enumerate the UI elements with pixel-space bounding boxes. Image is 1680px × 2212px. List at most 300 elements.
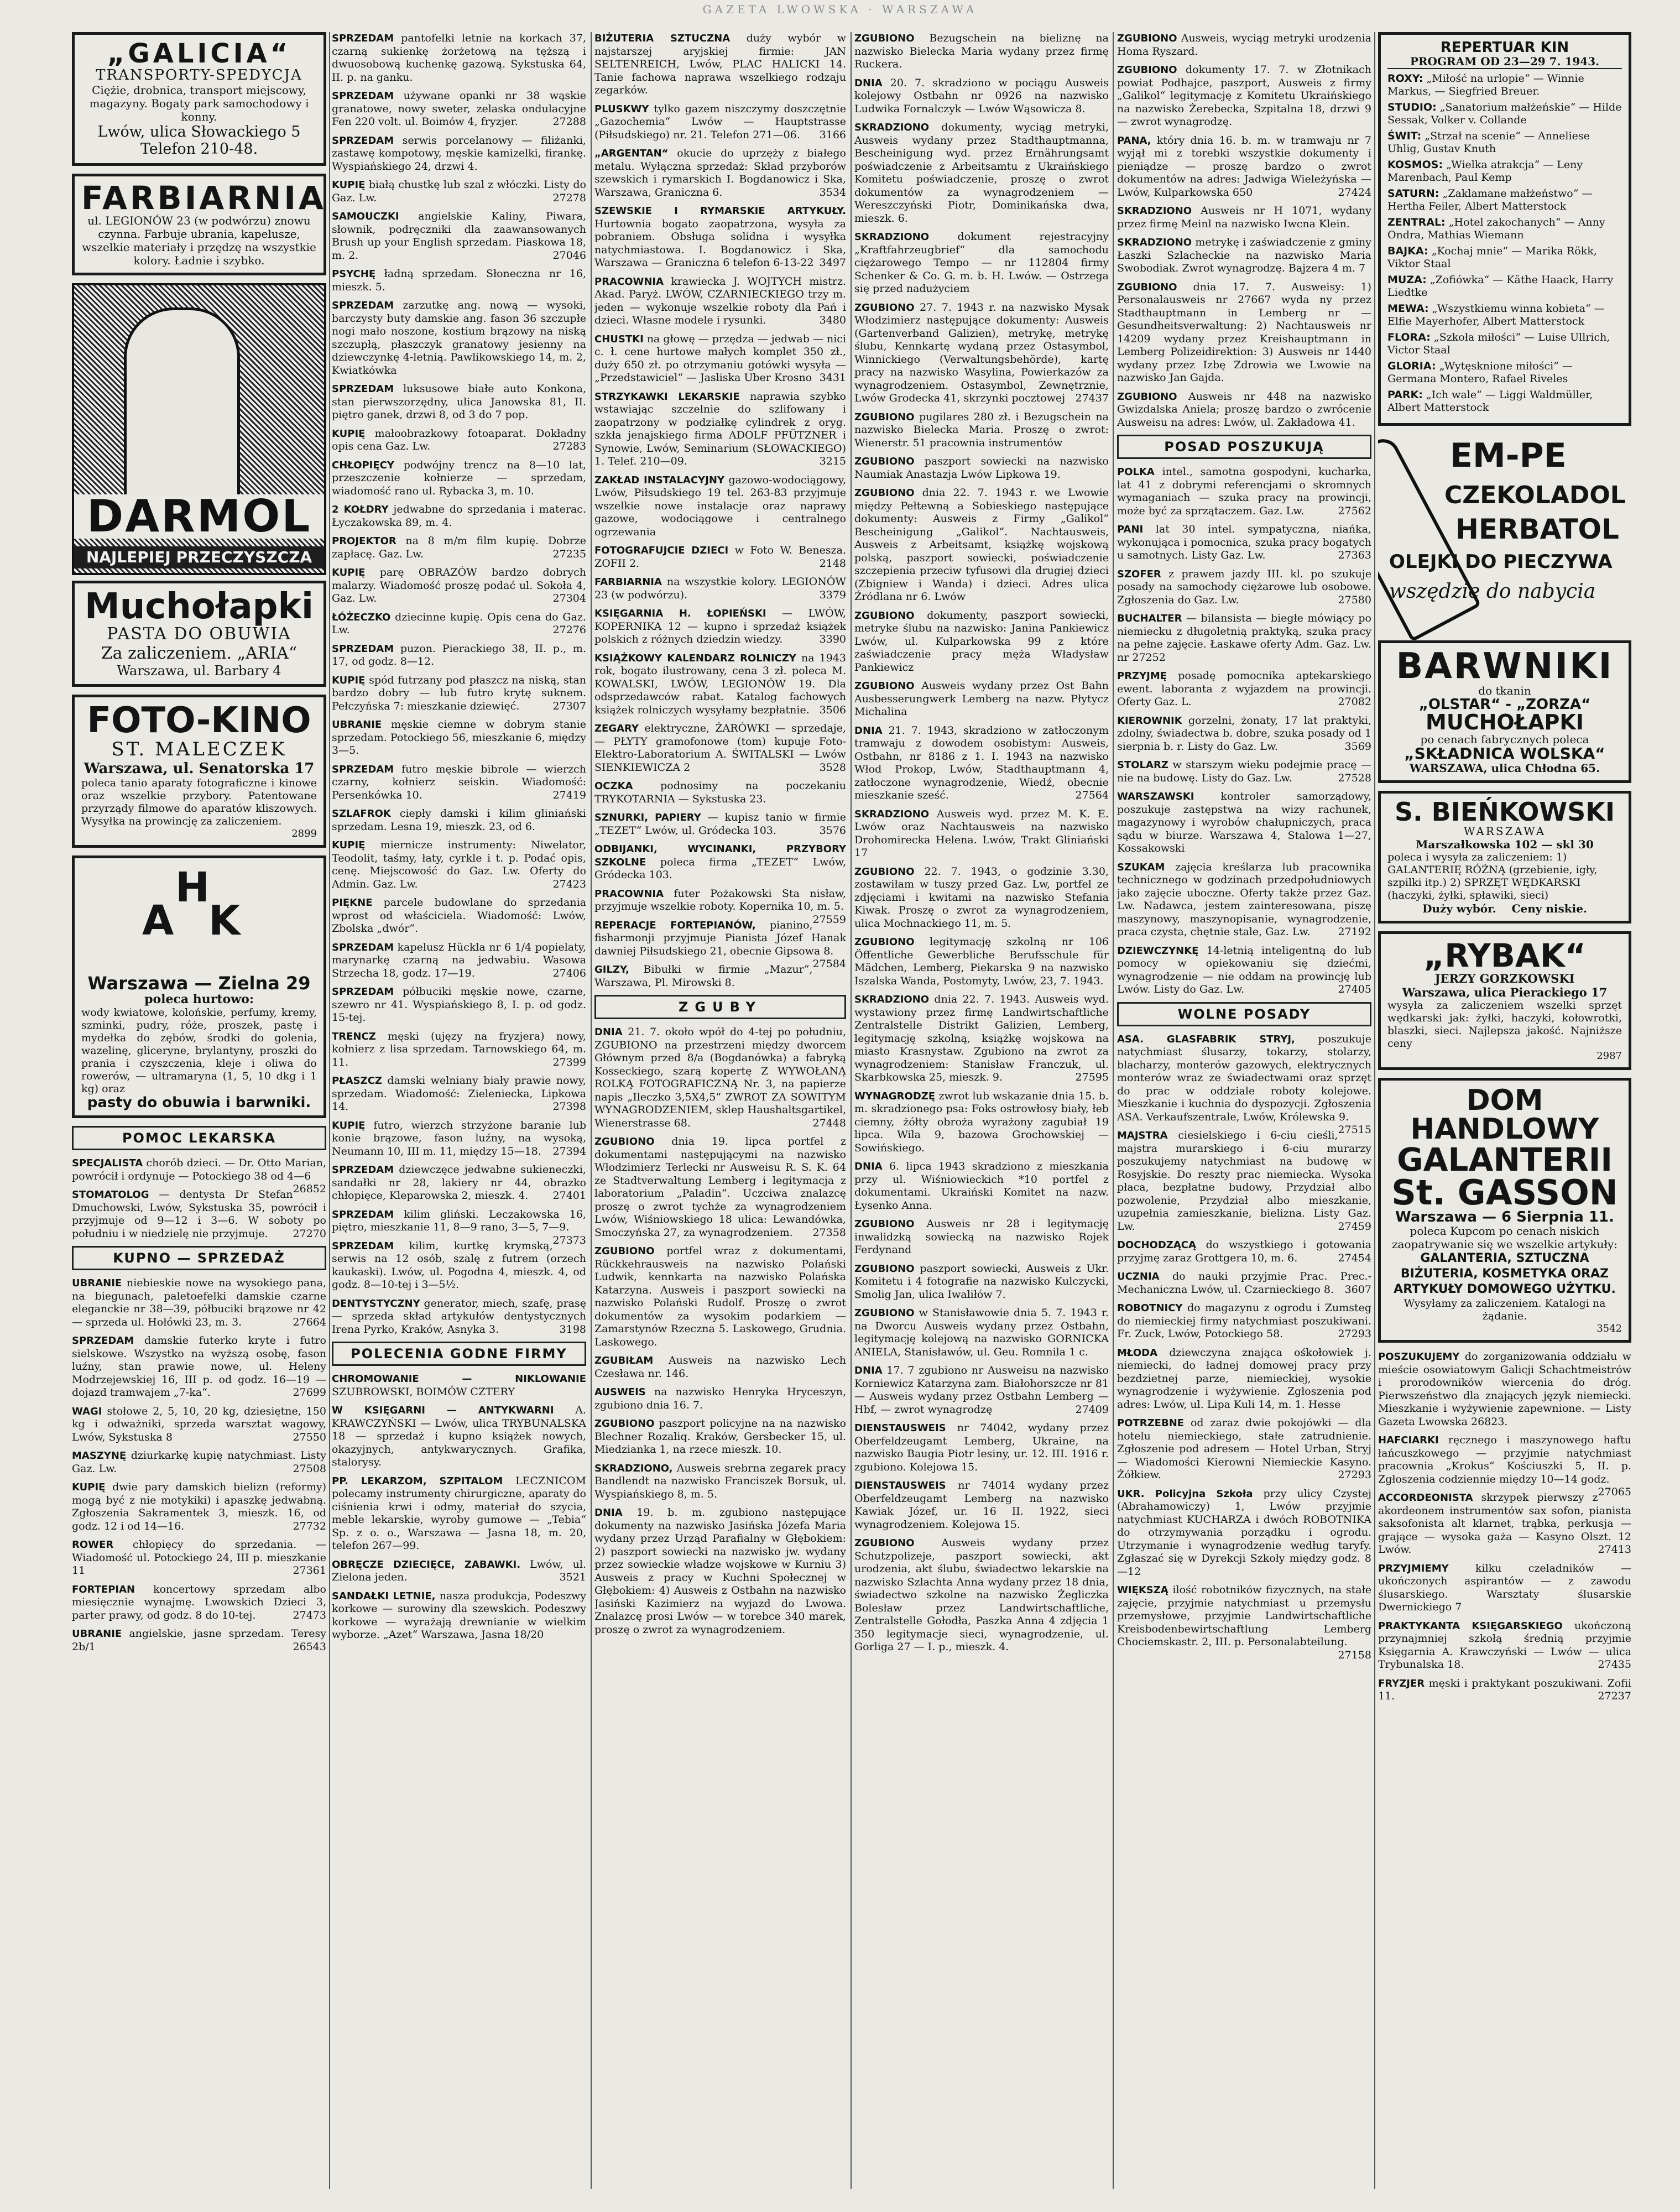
classified-number: 27399 [552,1056,586,1068]
classified-text: na wszystkie kolory. LEGIONÓW 23 (w podwórzu). [594,576,846,601]
classified-ad [594,275,846,327]
ad-line: OLEJKI DO PIECZYWA [1389,551,1613,573]
classified-headword: SPRZEDAM [72,1335,134,1347]
classified-headword: UCZNIA [1117,1271,1160,1282]
classified-headword: KUPIĘ [332,674,366,686]
classified-headword: WYNAGRODZĘ [854,1090,936,1102]
classified-text: z prawem jazdy III. kl. po szukuje posady na samochody ciężarowe lub osobowe. Zgłoszenia do Gaz. Lw. [1117,567,1371,606]
classified-text: dwie pary damskich bielizn (reformy) mogą być z nie motykiki) i apaszkę jedwabną. Zgłoszenia Sakramentek 3, mieszk. 16, od godz. 12 i od 14—16. [72,1481,326,1532]
ad-address: Warszawa, ul. Barbary 4 [117,663,281,679]
classified-ad [332,179,586,205]
classified-ad [854,1364,1109,1416]
classified-text: koncertowy sprzedam albo miesięcznie wynajmę. Lwowskich Dzieci 3, parter prawy, od godz. 8 do 10-tej. [72,1583,326,1621]
classified-headword: PLUSKWY [594,103,649,115]
classified-text: tylko gazem niszczymy doszczętnie „Gazochemia“ Lwów — Hauptstrasse (Piłsudskiego) nr. 21. Telefon 271—06. [594,102,846,141]
repertoire-row [1387,130,1622,155]
repertoire-row [1387,331,1622,357]
classified-text: męski (ujęzy na fryzjera) nowy, kołnierz z lisa sprzedam. Tarnowskiego 64, m. 11. [332,1030,586,1068]
cinema-name: ZENTRAL: [1387,216,1446,228]
classified-headword: ZGUBIONO [854,936,915,948]
classified-ad [332,763,586,802]
ad-text: poleca tanio aparaty fotograficzne i kinowe oraz wszelkie przybory. Patentowane przyrządy filmowe do aparatów kliszowych. Wysyłka na prowincję za zaliczeniem. [81,777,317,827]
classified-text: męski i praktykant poszukiwani. Zofii 11. [1378,1677,1631,1702]
classified-number: 27158 [1338,1648,1371,1661]
column-1 [72,32,326,2189]
classified-ad [72,1334,326,1400]
classified-headword: OBRĘCZE DZIECIĘCE, ZABAWKI. [332,1558,521,1571]
classified-text: stołowe 2, 5, 10, 20 kg, dziesiętne, 150 kg i odważniki, sprzeda warsztat wagowy, Lwów, Sykstuska 8 [72,1405,326,1443]
classified-headword: KUPIĘ [332,427,366,440]
classified-headword: ZGUBIONO [854,33,915,44]
classified-text: futer Pożakowski Sta nisław, przyjmuje wszelkie roboty. Kopernika 10, m. 5. [594,887,846,912]
classified-ad [1117,1270,1371,1296]
repertoire-program: PROGRAM OD 23—29 7. 1943. [1387,55,1622,69]
classified-text: w Stanisławowie dnia 5. 7. 1943 r. na Dworcu Ausweis wydany przez Ostbahn, legitymację kolejową na nazwisko GORNICKA ANIELA, Stanisławów, ul. Geu. Romnila 1 c. [854,1307,1109,1358]
cinema-name: KOSMOS: [1387,159,1443,171]
classified-text: dziurkarkę kupię natychmiast. Listy Gaz. Lw. [72,1449,326,1475]
classified-headword: FARBIARNIA [594,576,662,588]
classified-ad [854,1479,1109,1531]
ad-gasson [1378,1078,1631,1343]
classified-number: 27559 [812,913,846,926]
classified-ad [332,459,586,498]
ad-address: Warszawa — 6 Sierpnia 11. [1395,1209,1614,1225]
classified-ad [332,268,586,294]
classified-headword: KSIĘGARNIA H. ŁOPIEŃSKI [594,608,766,619]
classified-ad [594,1506,846,1636]
ad-fotokino [72,695,326,848]
classified-ad [594,544,846,570]
classified-headword: WAGI [72,1405,102,1417]
classified-text: ciepły damski i kilim gliniański sprzedam. Lesna 19, mieszk. 23, od 6. [332,807,586,833]
ad-bienkowski [1378,791,1631,924]
column-2 [332,32,586,2189]
classified-headword: ŁÓŻECZKO [332,611,391,623]
repertoire-row [1387,389,1622,414]
ad-subtitle: TRANSPORTY-SPEDYCJA [96,67,302,84]
classified-text: dziewczyna znająca ośkołowiek j. niemiecki, do ładnej domowej pracy przy bezdzietnej parze, niemieckiej, wysokie wynagrodzenie i wyżywienie. Zgłoszenia pod adres: Lwów, ul. Lipa Kuli 14, m. 1. Hesse [1117,1346,1371,1411]
column-4 [854,32,1109,2189]
classified-text: męskie ciemne w dobrym stanie sprzedam. Potockiego 56, mieszkanie 6, między 3—5. [332,718,586,757]
classified-ad [854,32,1109,71]
classified-headword: SPRZEDAM [332,986,394,998]
classified-text: kilku czeladników — ukończonych aspirantów — z zawodu ślusarskiego. Warsztaty ślusarskie Dwernickiego 7 [1378,1562,1631,1613]
classified-headword: 2 KOŁDRY [332,504,389,515]
classified-text: duży wybór w najstarszej aryjskiej firmie: JAN SELTENREICH, Lwów, PLAC HALICKI 14. Tanie fachowa naprawa wszelkiego rodzaju zegarków. [594,32,846,96]
classified-headword: SPRZEDAM [332,1164,394,1176]
repertoire-row [1387,360,1622,385]
classified-headword: KUPIĘ [332,1119,366,1131]
classified-headword: ZGUBIONO [854,865,915,878]
section-heading: POMOC LEKARSKA [72,1126,326,1150]
classified-number: 27584 [812,958,846,970]
classified-ad [72,1481,326,1533]
classified-number: 27699 [293,1386,326,1399]
classified-headword: BUCHALTER [1117,613,1182,624]
classified-list [332,1373,586,1642]
classified-text: białą chustkę lub szal z włóczki. Listy do Gaz. Lw. [332,179,586,204]
classified-text: Ausweis srebrna zegarek pracy Bandlendt na nazwisko Franciszek Borsuk, ul. Wyspiańskiego 8, m. 5. [594,1462,846,1500]
classified-ad [1378,1677,1631,1703]
classified-ad [332,1164,586,1203]
classified-ad [332,839,586,891]
classified-text: spód futrzany pod płaszcz na niską, stan bardzo dobry — lub futro krytę suknem. Pełczyńska 7: mieszkanie dziewięć. [332,674,586,712]
classified-text: paszport sowiecki na nazwisko Naumiak Anastazja Lwów Lipkowa 19. [854,455,1109,481]
section-heading: POLECENIA GODNE FIRMY [332,1342,586,1366]
classified-number: 27293 [1338,1469,1371,1481]
classified-headword: KUPIĘ [332,839,366,851]
section-heading: KUPNO — SPRZEDAŻ [72,1246,326,1270]
classified-headword: DIENSTAUSWEIS [854,1422,946,1434]
classified-ad [332,674,586,713]
ad-line: HERBATOL [1455,513,1619,545]
classified-ad [332,718,586,758]
ad-address: Lwów, ulica Słowackiego 5 [97,123,301,140]
ad-subtitle: do tkanin [1478,684,1531,697]
classified-ad [854,1090,1109,1155]
classified-headword: DNIA [854,77,883,89]
classified-text: posadę pomocnika aptekarskiego ewent. laboranta z wyjazdem na prowincji. Oferty Gaz. L. [1117,670,1371,708]
ad-line: GALANTERII [1397,1141,1613,1178]
classified-headword: ZGUBIONO [594,1418,655,1430]
classified-headword: SAMOUCZKI [332,211,399,222]
cinema-name: GLORIA: [1387,360,1436,372]
classified-number: 3198 [559,1323,586,1335]
classified-text: naprawia szybko wstawiając szczelnie do szlifowany i zaopatrzony w podziałkę cylindrek z oryg. szkła jenajskiego firma ADOLF PFÜTZNER i Synowie, Lwów, Seminarium (SŁOWACKIEGO) 1. Telef. 210—09. [594,390,846,467]
ad-number: 3542 [1596,1323,1622,1334]
classified-headword: UKR. Policyjna Szkoła [1117,1488,1253,1500]
ad-name: JERZY GORZKOWSKI [1434,972,1575,985]
classified-ad [854,724,1109,802]
classified-number: 3379 [819,588,846,601]
ad-address: Marszałkowska 102 — skl 30 [1416,838,1594,851]
classified-headword: DNIA [854,1161,883,1172]
page-header-strip: GAZETA LWOWSKA · WARSZAWA [702,3,978,16]
classified-headword: PANI [1117,524,1144,535]
classified-headword: ZGUBIONO [854,1218,915,1230]
ad-line: CZEKOLADOL [1444,481,1626,509]
ad-empe [1378,434,1631,633]
film-info: „Miłość na urlopie“ — Winnie Markus, — Siegfried Breuer. [1387,72,1584,97]
classified-number: 27358 [812,1226,846,1239]
classified-number: 27580 [1338,593,1371,606]
classified-headword: ZGUBIONO [854,487,915,499]
classified-text: Ausweis wyd. przez M. K. E. Lwów oraz Nachtausweis na nazwisko Drohomirecka Helena. Lwów, Trakt Gliniański 17 [854,807,1109,859]
classified-headword: REPERACJE FORTEPIANÓW, [594,919,756,931]
repertoire-row [1387,187,1622,213]
classified-ad [594,333,846,385]
classified-ad [332,611,586,637]
classified-headword: UBRANIE [332,719,382,731]
classified-ad [594,205,846,270]
classified-ad [854,487,1109,604]
ad-items: GALANTERIA, SZTUCZNA BIŻUTERIA, KOSMETYKA ORAZ ARTYKUŁY DOMOWEGO UŻYTKU. [1394,1251,1616,1296]
classified-number: 27406 [552,967,586,979]
classified-text: do wszystkiego i gotowania przyjmę zaraz Grottgera 10, m. 6. [1117,1239,1371,1264]
classified-headword: ACCORDEONISTA [1378,1492,1473,1504]
classified-ad [594,780,846,806]
ad-subtitle: PASTA DO OBUWIA [107,624,291,644]
classified-headword: ZGUBIONO [1117,33,1177,44]
classified-text: zarzutkę ang. nową — wysoki, barczysty buty damskie ang. fason 36 szczupłe nogi mało noszone, kostium brązowy na niską szczupłą, płaszczyk granatowy jesienny na dziewczynkę 4-letnią. Pawlikowskiego 14, m. 2, Kwiatkówka [332,299,586,377]
classified-text: serwis porcelanowy — filiżanki, zastawę kompotowy, męskie kamizelki, firankę. Wyspiańskiego 24, drzwi 4. [332,134,586,173]
classified-text: Ausweis na nazwisko Lech Czesława nr. 146. [594,1354,846,1380]
classified-ad [72,1277,326,1329]
classified-ad [332,383,586,422]
classified-ad [1117,568,1371,607]
ad-text: po cenach fabrycznych poleca [1420,733,1589,746]
classified-text: — dentysta Dr Stefan Dmuchowski, Lwów, Sykstuska 35, powrócił i przyjmuje od 9—12 i 3—6. W soboty po południu i w niedzielę nie przyjmuje. [72,1188,326,1240]
ad-address: WARSZAWA, ulica Chłodna 65. [1409,761,1600,775]
classified-ad [1117,759,1371,785]
classified-headword: ROWER [72,1539,114,1551]
ad-text: ul. LEGIONÓW 23 (w podwórzu) znowu czynna. Farbuje ubrania, kapelusze, wszelkie materiały i przędzę na wszystkie kolory. Ładnie i szybko. [82,214,316,267]
ad-barwniki [1378,640,1631,783]
ad-number: 2899 [291,828,317,839]
cinema-name: BAJKA: [1387,245,1428,257]
hak-letter: H [175,864,210,911]
classified-headword: SKRADZIONO [854,122,930,133]
classified-ad [1117,861,1371,939]
classified-headword: SKRADZIONO [854,808,930,820]
classified-ad [332,1558,586,1584]
classified-headword: UBRANIE [72,1628,122,1640]
classified-ad [1117,1417,1371,1482]
classified-number: 27459 [1338,1220,1371,1233]
classified-ad [854,993,1109,1084]
classified-text: niebieskie nowe na wysokiego pana, na biegunach, paletoefelki damskie czarne eleganckie nr 38—39, półbuciki brązowe nr 42 — sprzeda ul. Hołówki 23, m. 3. [72,1277,326,1328]
cinema-repertoire [1378,32,1631,426]
ad-rybak [1378,931,1631,1070]
classified-ad [332,941,586,980]
classified-number: 27562 [1338,504,1371,517]
cinema-name: ROXY: [1387,72,1423,85]
classified-ad [1117,32,1371,58]
ad-tail: Duży wybór. Ceny niskie. [1422,902,1587,915]
classified-headword: TRENCZ [332,1030,376,1042]
classified-headword: CHUSTKI [594,333,644,345]
classified-text: zajęcia kreślarza lub pracownika technicznego w godzinach przedpołudniowych jako zajęcie uboczne. Oferty także przez Gaz. Lw. Nadawca, jestem zainteresowana, piszę maszynowy, maszynopisanie, wynagrodzenie, praca czysta, chętnie stale, Gaz. Lw. [1117,860,1371,938]
classified-headword: SKRADZIONO [854,994,930,1005]
classified-ad [332,210,586,262]
classified-headword: SPRZEDAM [332,383,394,395]
classified-headword: DNIA [854,1365,883,1376]
classified-number: 27270 [293,1227,326,1240]
classified-text: podnosimy na poczekaniu TRYKOTARNIA — Sykstuska 23. [594,780,846,805]
classified-text: w Foto W. Benesza. ZOFII 2. [594,544,846,570]
classified-number: 27304 [552,592,586,604]
film-info: „Hotel zakochanych“ — Anny Ondra, Mathias Wiemann [1387,216,1605,241]
film-info: „Zofiówka“ — Käthe Haack, Harry Liedtke [1387,274,1614,299]
classified-ad [332,427,586,453]
classified-text: 21. 7. 1943, skradziono w zatłoczonym tramwaju z dowodem osobistym: Ausweis, Ostbahn, nr 8186 z 1. I. 1943 na nazwisko Włod Prokop, Lwów, Stadthauptmann 4, zatłoczone wynagrodzenie, Wiedź, obecnie mieszkanie sześć. [854,724,1109,801]
classified-headword: SKRADZIONO [854,231,930,243]
classified-number: 26852 [293,1183,326,1195]
classified-headword: SZOFER [1117,568,1161,580]
classified-headword: ZAKŁAD INSTALACYJNY [594,474,725,486]
classified-number: 3497 [819,257,846,269]
classified-ad [1117,523,1371,562]
classified-number: 27065 [1598,1486,1631,1498]
film-info: „Sanatorium małżeńskie“ — Hilde Sessak, Volker v. Collande [1387,101,1622,126]
classified-headword: KUPIĘ [332,567,366,578]
classified-ad [1117,612,1371,664]
classified-text: zwrot lub wskazanie dnia 15. b. m. skradzionego psa: Foks ostrowłosy biały, łeb ciemny, żółty obroża wyrażony zagubiał 19 lipca. Wila 9, bazowa Grochowskiej — Sowińskiego. [854,1089,1109,1154]
classified-text: chorób dzieci. — Dr. Otto Marian, powrócił i ordynuje — Potockiego 38 od 4—6 [72,1157,326,1182]
repertoire-row [1387,159,1622,184]
cinema-name: MEWA: [1387,302,1429,315]
classified-headword: SPRZEDAM [332,941,394,953]
classified-ad [1117,1239,1371,1265]
classified-ad [332,1297,586,1337]
classified-ad [1117,281,1371,385]
classified-headword: HAFCIARKI [1378,1434,1439,1446]
classified-headword: SZEWSKIE I RYMARSKIE ARTYKUŁY. [594,205,846,217]
classified-ad [72,1405,326,1444]
classified-headword: SZLAFROK [332,808,391,820]
cinema-name: MUZA: [1387,274,1427,286]
classified-text: dnia 22. 7. 1943. Ausweis wyd. wystawiony przez firmę Landwirtschaftliche Zentralstelle Distrikt Galizien, Lemberg, legitymację szkolną, książkę wojskowa na miasto Krasnystaw. Zgubiono na zwrot za wynagrodzeniem: Stanisław Franczuk, ul. Skarbkowska 25, mieszk. 9. [854,993,1109,1083]
classified-ad [594,576,846,602]
classified-text: futro, wierzch strzyżone baranie lub konie brązowe, fason luźny, na wysoką, Neumann 10, III m. 11, między 15—18. [332,1119,586,1157]
classified-ad [1117,64,1371,129]
classified-number: 27409 [1075,1403,1109,1416]
classified-text: do zorganizowania oddziału w mieście osowiatowym Galicji Schachtmeistrów i prorodowników wiercenia do dróg. Pierwszeństwo dla znających język niemiecki. Mieszkanie i wyżywienie zapewnione. — Listy Gazeta Lwowska 26823. [1378,1350,1631,1428]
classified-text: A. KRAWCZYŃSKI — Lwów, ulica TRYBUNALSKA 18 — sprzedaż i kupno książek nowych, okazyjnych, antykwarycznych. Grafika, stalorysy. [332,1404,586,1468]
classified-text: półbuciki męskie nowe, czarne, szewro nr 41. Wyspiańskiego 8, I. p. od godz. 15-tej. [332,985,586,1024]
classified-headword: SANDAŁKI LETNIE, [332,1590,436,1602]
section-heading: ZGUBY [594,995,846,1019]
ad-name: ST. MALECZEK [111,738,287,760]
classified-headword: PP. LEKARZOM, SZPITALOM [332,1475,503,1487]
ad-hak [72,855,326,1118]
classified-number: 27664 [293,1316,326,1328]
classified-text: na 1943 rok, bogato ilustrowany, cena 3 zł. poleca M. KOWALSKI, LWÓW, LEGIONÓW 19. Dla odsprzedawców rabat. Katalog fachowych książek rolniczych wysyłamy bezpłatnie. [594,651,846,716]
classified-headword: DOCHODZĄCĄ [1117,1239,1196,1251]
classified-text: kilim gliński. Leczakowska 16, piętro, mieszkanie 11, 8—9 rano, 3—5, 7—9. [332,1208,586,1233]
classified-number: 3576 [819,824,846,837]
ad-title: „RYBAK“ [1423,937,1586,974]
classified-text: Hurtownia bogato zaopatrzona, wysyła za pobraniem. Obsługa solidna i wysyłka natychmiastowa. I. Bogdanowicz i Ska, Warszawa — Graniczna 6 telefon 6-13-22 [594,217,846,269]
classified-headword: AUSWEIS [594,1386,646,1398]
classified-ad [1117,945,1371,997]
classified-text: pianino, fisharmonji przyjmuje Pianista Józef Hanak dawniej Piłsudskiego 21, obecnie Gipsowa 8. [594,919,846,957]
film-info: „Kochaj mnie“ — Marika Rökk, Viktor Staal [1387,245,1597,270]
classified-number: 3480 [819,314,846,326]
classified-ad [332,299,586,377]
classified-text: damski welniany biały prawie nowy, sprzedam. Wiadomość: Zieleniecka, Lipkowa 14. [332,1074,586,1113]
classified-headword: WIĘKSZĄ [1117,1584,1168,1596]
classified-ad [332,1404,586,1469]
ad-title: S. BIEŃKOWSKI [1394,797,1615,827]
ad-address: Warszawa — Zielna 29 [87,973,311,994]
classified-ad [594,1026,846,1130]
classified-text: 27. 7. 1943 r. na nazwisko Mysak Włodzimierz następujące dokumenty: Ausweis (Gartenverband Galizien), metrykę, metrykę ślubu, Kennkartę wydaną przez Ostasymbol, Winnickiego (Verwaltungsbehörde), kartę pracy na nazwisko Wasylina, Powierkazów za wynagrodzeniem. Ostasymbol, Zewnętrznie, Lwów Grodecka 41, skrzynki pocztowej [854,301,1109,404]
classified-headword: W KSIĘGARNI — ANTYKWARNI [332,1405,554,1416]
classified-text: damskie futerko kryte i futro sielskowe. Wszystko na wyższą osobę, fason luźny, stan prawie nowe, ul. Heleny Modrzejewskiej 16, III p. od godz. 16—19 — dojazd tramwajem „7-ka“. [72,1334,326,1399]
classified-ad [594,1462,846,1501]
classified-ad [332,896,586,936]
classified-number: 3431 [819,372,846,384]
classified-number: 3390 [819,633,846,645]
cinema-name: SATURN: [1387,187,1439,200]
classified-text: na 8 m/m film kupię. Dobrze zapłacę. Gaz. Lw. [332,535,586,560]
classified-headword: SPRZEDAM [332,134,394,147]
classified-headword: OCZKA [594,780,633,792]
classified-ad [594,147,846,199]
classified-number: 3534 [819,186,846,199]
classified-number: 3607 [1344,1283,1371,1296]
classified-number: 27564 [1075,789,1109,801]
classified-text: paszport policyjne na na nazwisko Blechner Rozaliq. Kraków, Gersbecker 15, ul. Miedzianka 1, na rzece mieszk. 10. [594,1417,846,1455]
classified-text: dnia 17. 7. Ausweisy: 1) Personalausweis nr 27667 wyda ny przez Stadthauptmann in Lemberg nr — Gesundheitsverwaltung: 2) Nachtausweis nr 14209 wydany przez Kreishauptmann in Lemberg Polizeidirektion: 3) Ausweis nr 1440 wydany przez Izbę Zdrowia we Lwowie na nazwisko Jan Gajda. [1117,280,1371,384]
ad-city: WARSZAWA [1463,825,1546,838]
classified-text: 17. 7 zgubiono nr Ausweisu na nazwisko Korniewicz Katarzyna zam. Białohorszcze nr 81 — Ausweis wydany przez Ostbahn Lemberg — Hbf, — zwrot wynagrodzę [854,1364,1109,1416]
ad-text: wysyła za zaliczeniem wszelki sprzęt wędkarski jak: żyłki, haczyki, kołowrotki, blaszki, sieci. Najlepsza jakość. Najniższe ceny [1387,999,1622,1050]
classified-headword: ZGUBIONO [854,456,915,467]
classified-text: elektryczne, ŻARÓWKI — sprzedaje, — PŁYTY gramofonowe (tom) kupuje Foto-Elektro-Laboratorium A. ŚWITALSKI — Lwów SIENKIEWICZA 2 [594,722,846,774]
classified-number: 27361 [293,1564,326,1577]
classified-text: legitymację szkolną nr 106 Öffentliche Gewerbliche Berufsschule für Mädchen, Lemberg, Piekarska 9 na nazwisko Iszalska Wanda, Postomyty, Lwów, 23, 7. 1943. [854,936,1109,987]
classified-headword: FRYZJER [1378,1677,1425,1689]
classified-number: 27413 [1598,1543,1631,1556]
film-info: „Wytęsknione miłości“ — Germana Montero, Rafael Riveles [1387,360,1573,385]
classified-headword: WARSZAWSKI [1117,791,1194,802]
classified-headword: STRZYKAWKI LEKARSKIE [594,390,740,403]
classified-text: poszukuje natychmiast ślusarzy, tokarzy, stolarzy, blacharzy, monterów gazowych, elektrycznych monterów wraz ze świadectwami oraz sprzęt do prac w oddziale roboty kolejowe. Mieszkanie i kuchnia do dyspozycji. Zgłoszenia ASA. Verkaufszentrale, Lwów, Królewska 9. [1117,1032,1371,1123]
classified-ad [332,1119,586,1159]
classified-text: pugilares 280 zł. i Bezugschein na nazwisko Bielecka Maria. Proszę o zwrot: Wienerstr. 51 pracownia instrumentów [854,410,1109,449]
classified-headword: SKRADZIONO [1117,237,1192,248]
classified-ad [1117,670,1371,709]
classified-text: kapelusz Hückla nr 6 1/4 popielaty, marynarkę czarną na jedwabiu. Wasowa Strzecha 18, godz. 17—19. [332,941,586,979]
classified-headword: ZGUBIONO [854,609,915,622]
classified-ad [854,411,1109,450]
ad-tail: pasty do obuwia i barwniki. [87,1094,311,1111]
classified-text: podwójny trencz na 8—10 lat, przeszczenie kołnierze — sprzedam, wiadomość rano ul. Rybacka 3, m. 10. [332,458,586,497]
classified-ad [854,77,1109,116]
ad-brands: „OLSTAR“ - „ZORZA“ [1418,696,1591,713]
ad-line: DOM HANDLOWY [1410,1084,1599,1146]
classified-text: chłopięcy do sprzedania. — Wiadomość ul. Potockiego 24, III p. mieszkanie 11 [72,1538,326,1577]
classified-text: okucie do uprzęży z białego metalu. Wyłączna sprzedaż: Skład przyborów szewskich i rymarskich I. Bogdanowicz i Ska, Warszawa, Graniczna 6. [594,147,846,199]
classified-number: 27423 [552,878,586,890]
ad-title: FARBIARNIA [81,179,326,217]
classified-text: krawiecka J. WOJTYCH mistrz. Akad. Paryż. LWÓW, CZARNIECKIEGO trzy m. jeden — wykonuje wszelkie roboty dla Pań i dzieci. Własne modele i rysunki. [594,275,846,326]
ad-text: poleca i wysyła za zaliczeniem: 1) GALANTERIĘ RÓŻNĄ (grzebienie, igły, szpilki itp.) 2) SPRZĘT WĘDKARSKI (haczyki, żyłki, spławiki, sieci) [1387,851,1598,901]
classified-number: 27192 [1338,926,1371,938]
classified-text: Bibułki w firmie „Mazur“, Warszawa, Pl. Mirowski 8. [594,963,813,989]
classified-text: Ausweis nr H 1071, wydany przez firmę Meinl na nazwisko Iwcna Klein. [1117,205,1371,230]
classified-text: 19. b. m. zgubiono następujące dokumenty na nazwisko Jasińska Józefa Maria wydany przez Urząd Parafialny w Głębokiem: 2) paszport sowiecki na nazwisko jw. wydany przez sowieckie władze wojskowe w Kurniu 3) Ausweis z pracy w Kuchni Społecznej w Głębokiem: 4) Ausweis z Ostbahn na nazwisko Jasiński Kazimierz na wyjazd do Lwowa. Znalazcę prosi Lwów — w torebce 340 marek, proszę o zwrot za wynagrodzeniem. [594,1506,846,1636]
classified-number: 2148 [819,557,846,570]
classified-number: 27235 [552,547,586,560]
classified-ad [854,1537,1109,1654]
classified-text: futro męskie bibrole — wierzch czarny, kołnierz seiskin. Wiadomość: Persenkówka 10. [332,763,586,801]
classified-text: kontroler samorządowy, poszukuje zastępstwa na wizy rachunek, magazynowy i wyrobów chałupniczych, praca sądu w biurze. Warszawa 4, Stalowa 1—27, Kossakowski [1117,790,1371,854]
classified-headword: ROBOTNICY [1117,1302,1183,1314]
column-5 [1117,32,1371,2189]
classified-headword: KIEROWNIK [1117,714,1182,727]
classified-number: 3506 [819,703,846,716]
hak-letter: K [208,897,241,945]
classified-ad [594,722,846,774]
classified-ad [1117,390,1371,430]
classified-text: ciesielskiego i 6-ciu cieśli, majstra murarskiego i 6-ciu murarzy poszukujemy natychmiast na budowę w Rosyjskie. Do reszty prac niemiecka. Wysoka płaca, bezpłatne budowy, Przydział albo pozwolenie, Przydział albo mieszkanie, uzupełnia zamieszkanie, bielizna. Listy Gaz. Lw. [1117,1129,1371,1233]
ad-slogan: wszędzie do nabycia [1389,580,1596,603]
classified-ad [72,1583,326,1623]
classified-ad [332,1475,586,1553]
